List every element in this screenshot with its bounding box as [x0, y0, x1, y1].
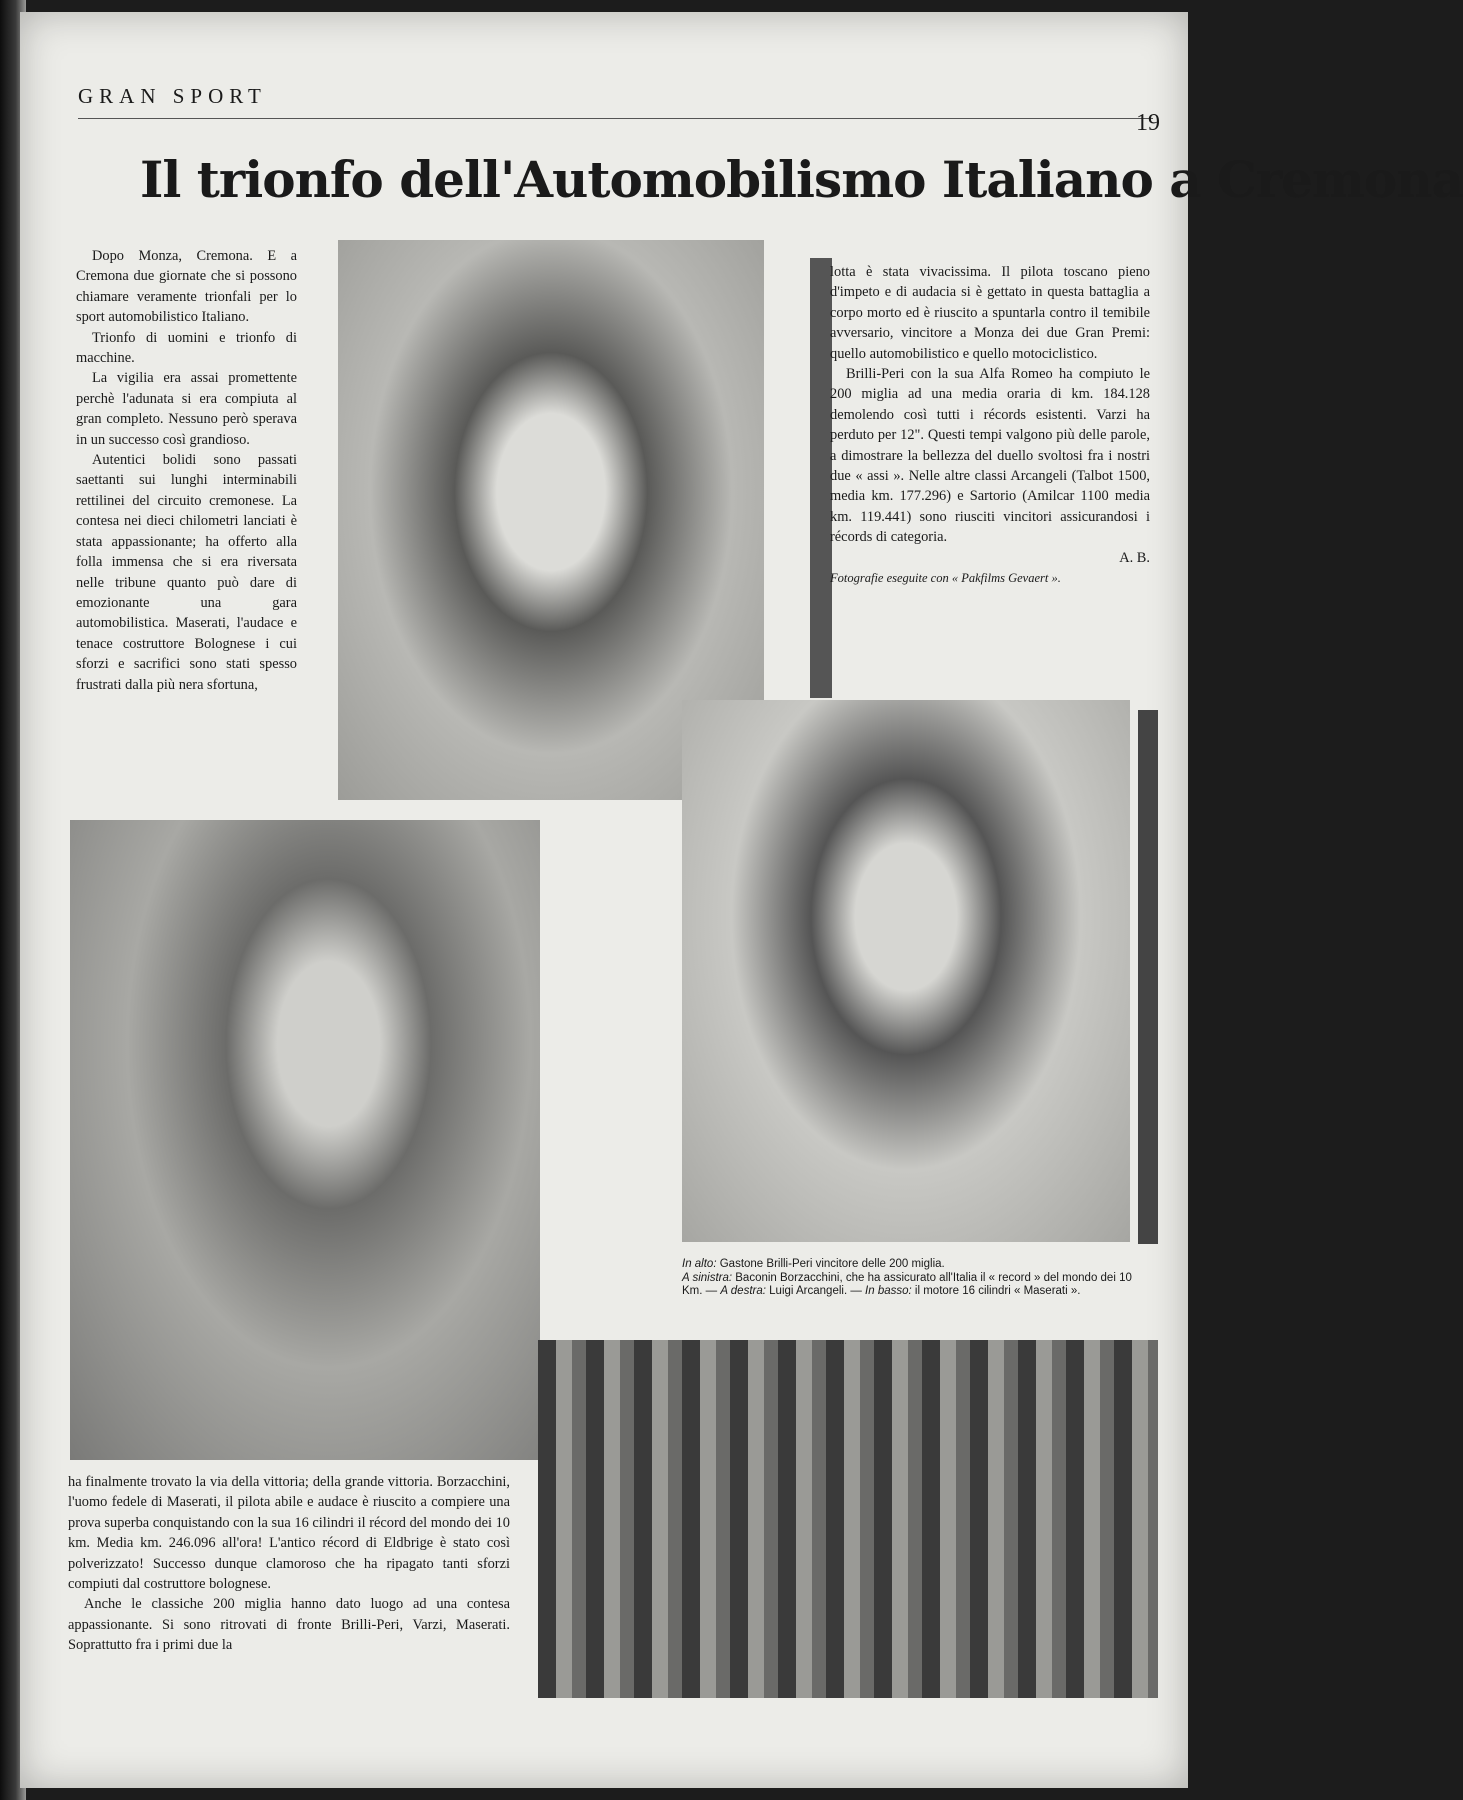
photo-maserati-engine	[538, 1340, 1158, 1698]
paragraph: Trionfo di uomini e trionfo di macchine.	[76, 329, 297, 367]
caption-text: il motore 16 cilindri « Maserati ».	[911, 1285, 1081, 1297]
paragraph: Brilli-Peri con la sua Alfa Romeo ha compiuto le 200 miglia ad una media oraria di km. 184.128 demolendo così tutti i récords esistenti. Varzi ha perduto per 12". Questi tempi valgono più delle parole, a dimostrare la bellezza del duello svoltosi fra i nostri due « assi ». Nelle altre classi Arcangeli (Talbot 1500, media km. 177.296) e Sartorio (Amilcar 1100 media km. 119.441) sono riusciti vincitori assicurandosi i récords di categoria.	[830, 366, 1150, 546]
author-signature: A. B.	[1119, 549, 1150, 566]
paragraph: lotta è stata vivacissima. Il pilota toscano pieno d'impeto e di audacia si è gettato in questa battaglia a corpo morto ed è riuscito a spuntarla contro il temibile avversario, vincitore a Monza dei due Gran Premi: quello automobilistico e quello motociclistico.	[830, 264, 1150, 362]
photo-arcangeli	[682, 700, 1130, 1242]
paragraph: Anche le classiche 200 miglia hanno dato luogo ad una contesa appassionante. Si sono ritrovati di fronte Brilli-Peri, Varzi, Maserati. Soprattutto fra i primi due la	[68, 1596, 510, 1654]
photo-edge-strip	[1138, 710, 1158, 1244]
paragraph: La vigilia era assai promettente perchè l'adunata si era compiuta al gran completo. Nessuno però sperava in un successo così grandioso.	[76, 370, 297, 448]
page-number: 19	[1136, 110, 1160, 136]
caption-text: Baconin Borzacchini, che ha assicurato all'Italia il « record » del mondo dei 10 Km. —	[682, 1271, 1132, 1297]
paragraph: Dopo Monza, Cremona. E a Cremona due giornate che si possono chiamare veramente trionfali per lo sport automobilistico Italiano.	[76, 248, 297, 326]
paragraph: ha finalmente trovato la via della vittoria; della grande vittoria. Borzacchini, l'uomo fedele di Maserati, il pilota abile e audace è riuscito a compiere una prova superba conquistando con la sua 16 cilindri il récord del mondo dei 10 km. Media km. 246.096 all'ora! L'antico récord di Eldbrige è stato così polverizzato! Successo dunque clamoroso che ha ripagato tanti sforzi compiuti dal costruttore bolognese.	[68, 1474, 510, 1593]
caption-label: In basso:	[865, 1285, 912, 1297]
caption-label: A sinistra:	[682, 1271, 733, 1284]
photo-caption	[682, 1258, 1152, 1299]
article-column-left	[76, 246, 297, 695]
photo-edge-strip	[810, 258, 832, 698]
header-rule	[78, 118, 1153, 119]
article-column-bottom	[68, 1472, 510, 1656]
article-title: Il trionfo dell'Automobilismo Italiano a Cremona	[140, 150, 1463, 209]
paragraph: Autentici bolidi sono passati saettanti sui lunghi interminabili rettilinei del circuito cremonese. La contesa nei dieci chilometri lanciati è stata appassionante; ha offerto alla folla immensa che si era riversata nelle tribune quanto può dare di emozionante una gara automobilistica. Maserati, l'audace e tenace costruttore Bolognese i cui sforzi e sacrifici sono stati spesso frustrati dalla più nera sfortuna,	[76, 452, 297, 693]
photo-borzacchini	[70, 820, 540, 1460]
article-column-right	[830, 262, 1150, 589]
caption-text: Luigi Arcangeli. —	[765, 1285, 866, 1297]
caption-label: In alto:	[682, 1258, 717, 1270]
magazine-name: GRAN SPORT	[78, 84, 267, 108]
photo-credit: Fotografie eseguite con « Pakfilms Gevaert ».	[830, 571, 1061, 586]
caption-text: Gastone Brilli-Peri vincitore delle 200 miglia.	[716, 1258, 945, 1270]
caption-label: A destra:	[720, 1285, 766, 1297]
